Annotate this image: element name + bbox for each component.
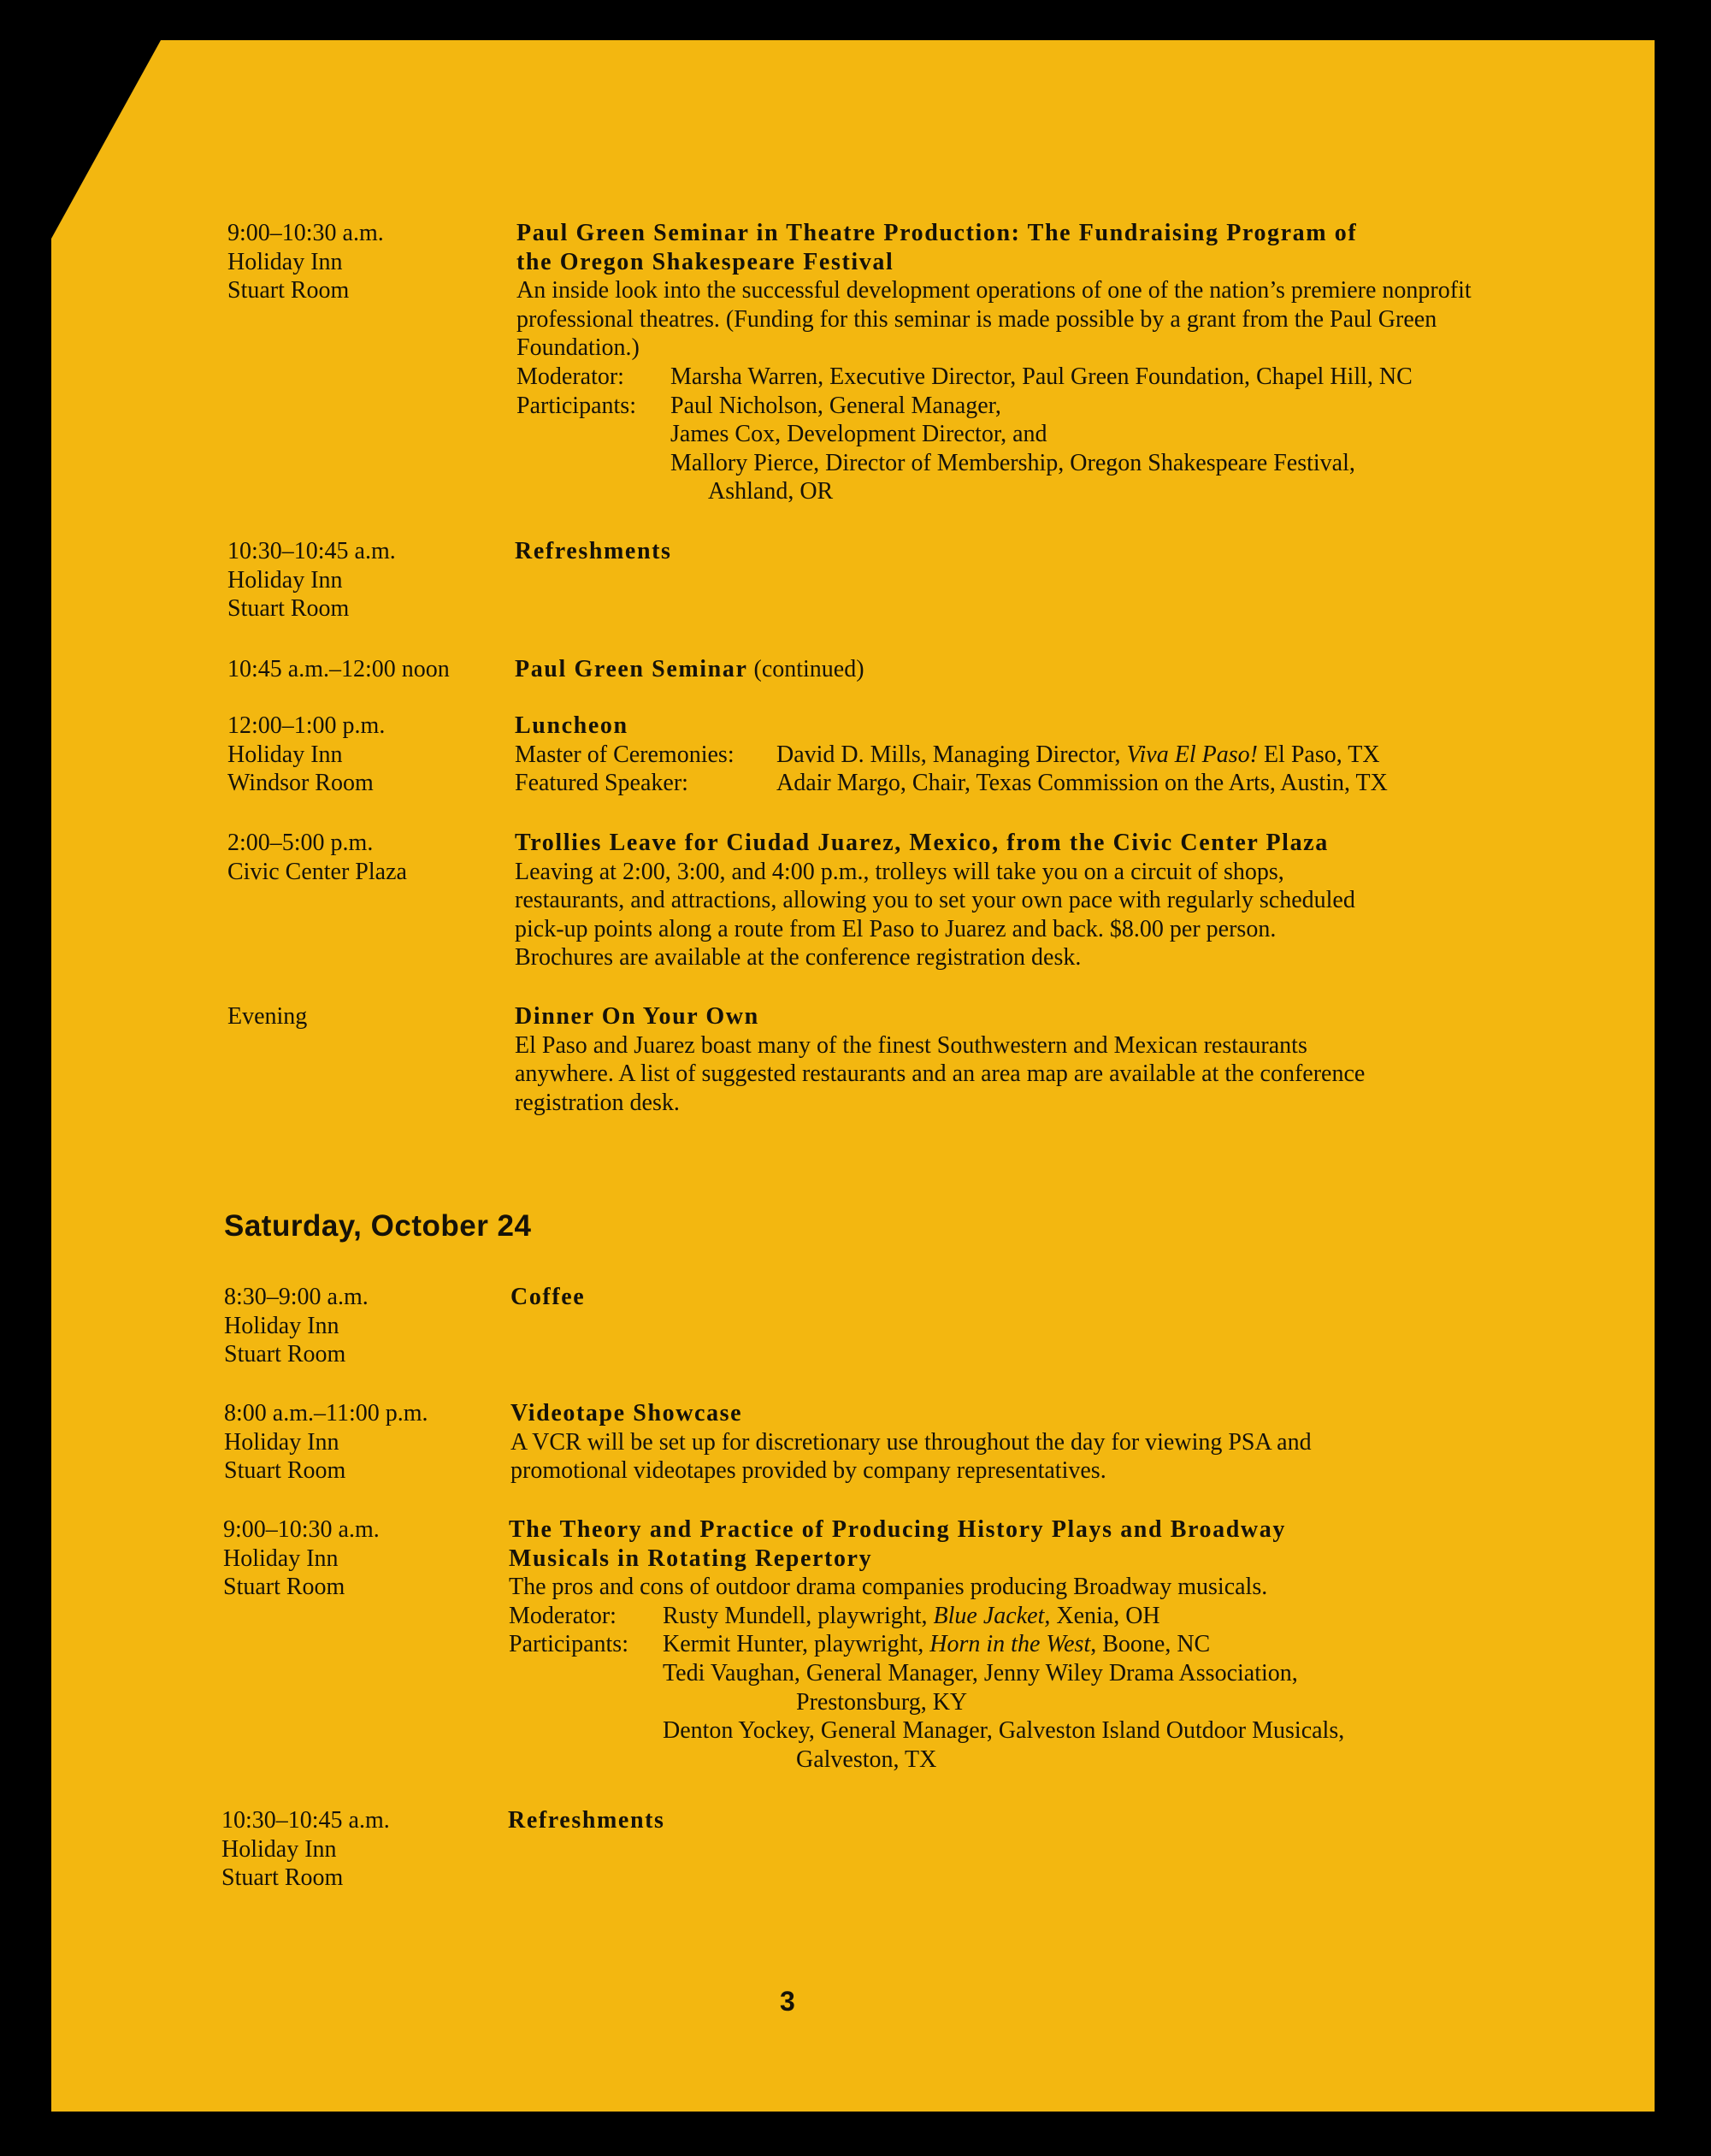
session-location: Holiday Inn [221,1835,337,1863]
mc-label: Master of Ceremonies: [515,741,735,768]
session-detail [515,655,1524,684]
session-title: The Theory and Practice of Producing History Plays and Broadway [509,1516,1286,1543]
day-heading: Saturday, October 24 [224,1209,532,1243]
session-description-line: restaurants, and attractions, allowing you to set your own pace with regularly scheduled [515,887,1355,914]
session-title: Videotape Showcase [510,1400,743,1427]
session-description-line: Leaving at 2:00, 3:00, and 4:00 p.m., trolleys will take you on a circuit of shops, [515,858,1284,885]
session-time: 8:30–9:00 a.m. [224,1284,369,1310]
session-detail [515,1002,1524,1117]
session-location: Holiday Inn [224,1312,339,1339]
session-description-line: A VCR will be set up for discretionary use throughout the day for viewing PSA and [510,1428,1312,1456]
mc-place: El Paso, TX [1257,741,1380,768]
participant: James Cox, Development Director, and [670,421,1047,448]
session-time: 10:30–10:45 a.m. [227,538,396,564]
session-description-line: anywhere. A list of suggested restaurants and an area map are available at the conference [515,1060,1366,1088]
session-time: 10:45 a.m.–12:00 noon [227,656,450,682]
participant: Tedi Vaughan, General Manager, Jenny Wiley Drama Association, [663,1659,1298,1686]
moderator: Marsha Warren, Executive Director, Paul Green Foundation, Chapel Hill, NC [670,363,1413,390]
participant-location: Prestonsburg, KY [796,1688,968,1716]
session-description-line: pick-up points along a route from El Paso to Juarez and back. $8.00 per person. [515,915,1277,942]
session-location: Holiday Inn [227,248,343,275]
moderator-label: Moderator: [509,1602,617,1629]
session-time: 12:00–1:00 p.m. [227,712,386,739]
session-title: Paul Green Seminar in Theatre Production: The Fundraising Program of [516,220,1358,246]
session-room: Stuart Room [221,1864,344,1892]
session-description-line: Brochures are available at the conference registration desk. [515,944,1082,972]
session-detail [508,1806,1517,1835]
session-time: 8:00 a.m.–11:00 p.m. [224,1400,428,1427]
session-room: Stuart Room [224,1341,346,1368]
session-time-block [227,712,385,798]
moderator-label: Moderator: [516,363,624,390]
moderator: Rusty Mundell, playwright, [663,1602,934,1629]
session-title-cont: the Oregon Shakespeare Festival [516,248,894,275]
mc-name: David D. Mills, Managing Director, [776,741,1127,768]
speaker-label: Featured Speaker: [515,770,688,797]
participant: Mallory Pierce, Director of Membership, Oregon Shakespeare Festival, [670,449,1355,476]
session-detail [515,829,1524,972]
session-time-block [227,829,407,886]
participant-place: , Boone, NC [1090,1631,1211,1658]
session-time-block [223,1515,380,1602]
session-room: Stuart Room [227,277,350,304]
participants-label: Participants: [509,1631,628,1658]
session-time: 2:00–5:00 p.m. [227,830,374,856]
participants-label: Participants: [516,392,636,419]
session-detail [515,537,1524,566]
participant-play-title: Horn in the West [929,1631,1091,1658]
participant: Denton Yockey, General Manager, Galveston Island Outdoor Musicals, [663,1717,1345,1745]
session-detail [510,1399,1519,1486]
session-time: 9:00–10:30 a.m. [223,1516,380,1543]
session-detail [516,219,1525,506]
session-time: Evening [227,1003,308,1030]
session-time-block [227,219,384,305]
session-location: Holiday Inn [224,1428,339,1456]
session-detail [515,712,1524,798]
session-time-block [224,1283,369,1369]
session-time-block [227,537,396,623]
session-room: Windsor Room [227,770,374,797]
session-description-line: El Paso and Juarez boast many of the finest Southwestern and Mexican restaurants [515,1031,1307,1059]
session-room: Stuart Room [223,1574,345,1601]
session-title: Refreshments [508,1807,665,1834]
participant: Kermit Hunter, playwright, [663,1631,930,1658]
session-room: Stuart Room [224,1457,346,1485]
moderator-place: Xenia, OH [1050,1602,1160,1629]
session-title-cont: Musicals in Rotating Repertory [509,1545,873,1572]
featured-speaker: Adair Margo, Chair, Texas Commission on the Arts, Austin, TX [776,770,1388,797]
mc-show-title: Viva El Paso! [1126,741,1258,768]
session-room: Stuart Room [227,595,350,623]
session-note: (continued) [753,656,864,682]
session-description: The pros and cons of outdoor drama companies producing Broadway musicals. [509,1574,1268,1601]
session-title: Luncheon [515,712,628,739]
session-description-line: registration desk. [515,1089,680,1116]
session-location: Holiday Inn [227,566,343,594]
session-location: Civic Center Plaza [227,858,407,885]
session-time-block [227,655,450,684]
participant: Paul Nicholson, General Manager, [670,392,1001,419]
session-time-block [227,1002,307,1031]
moderator-play-title: Blue Jacket, [933,1602,1051,1629]
session-title: Refreshments [515,538,672,564]
session-detail [509,1515,1518,1774]
session-title: Trollies Leave for Ciudad Juarez, Mexico, from the Civic Center Plaza [515,830,1329,856]
participant-location: Ashland, OR [708,478,834,505]
session-title: Paul Green Seminar [515,656,748,682]
session-title: Coffee [510,1284,586,1310]
session-title: Dinner On Your Own [515,1003,759,1030]
session-description-line: promotional videotapes provided by company representatives. [510,1457,1106,1485]
session-detail [510,1283,1519,1312]
participant-location: Galveston, TX [796,1745,937,1773]
session-location: Holiday Inn [227,741,343,768]
session-time: 9:00–10:30 a.m. [227,220,384,246]
session-time-block [224,1399,428,1486]
session-location: Holiday Inn [223,1545,339,1572]
session-time: 10:30–10:45 a.m. [221,1807,390,1834]
session-time-block [221,1806,390,1893]
page-number: 3 [780,1986,795,2017]
session-description: An inside look into the successful development operations of one of the nation’s premiere nonprofit professional theatres. (Funding for this seminar is made possible by a grant from the Paul Green Foundation.) [516,277,1472,362]
